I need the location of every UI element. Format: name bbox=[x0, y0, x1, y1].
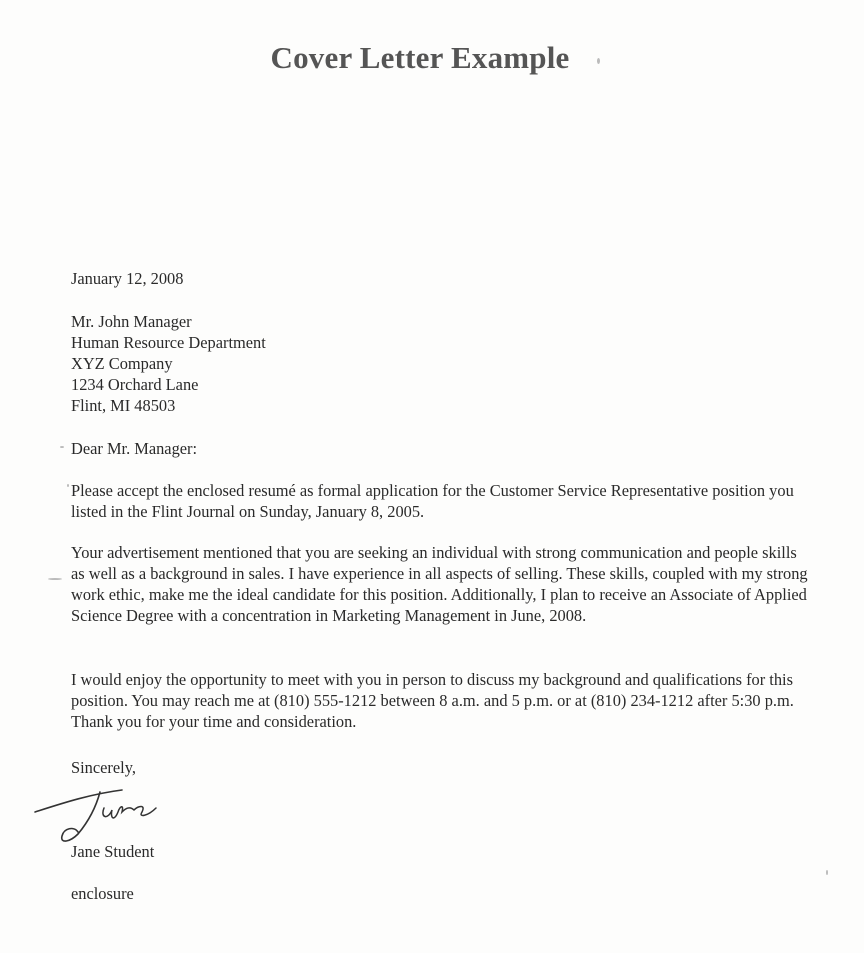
paragraph-intro: Please accept the enclosed resumé as formal application for the Customer Service Representative position you listed in the Flint Journal on Sunday, January 8, 2005. bbox=[71, 481, 794, 521]
paragraph-contact: I would enjoy the opportunity to meet with you in person to discuss my background and qualifications for this position. You may reach me at (810) 555-1212 between 8 a.m. and 5 p.m. or at (810) 234-1212 after 5:30 p.m. Thank you for your time and consideration. bbox=[71, 670, 794, 731]
recipient-department: Human Resource Department bbox=[71, 333, 266, 352]
recipient-city-state-zip: Flint, MI 48503 bbox=[71, 396, 176, 415]
signature-name: Jane Student bbox=[71, 842, 155, 861]
scan-speck bbox=[597, 58, 600, 64]
page-title: Cover Letter Example bbox=[270, 40, 570, 75]
paragraph-qualifications: Your advertisement mentioned that you are seeking an individual with strong communication and people skills as well as a background in sales. I have experience in all aspects of selling. These skills, coupled with my strong work ethic, make me the ideal candidate for this position. Additionally, I plan to receive an Associate of Applied Science Degree with a concentration in Marketing Management in June, 2008. bbox=[71, 543, 808, 625]
scan-speck bbox=[67, 484, 69, 487]
recipient-address bbox=[71, 311, 266, 416]
letter-date: January 12, 2008 bbox=[71, 269, 184, 288]
closing: Sincerely, bbox=[71, 758, 136, 777]
scan-speck bbox=[60, 446, 64, 448]
recipient-name: Mr. John Manager bbox=[71, 312, 192, 331]
enclosure-note: enclosure bbox=[71, 884, 134, 903]
recipient-street: 1234 Orchard Lane bbox=[71, 375, 199, 394]
scan-speck bbox=[826, 870, 828, 875]
scan-speck bbox=[48, 578, 62, 580]
recipient-company: XYZ Company bbox=[71, 354, 173, 373]
salutation: Dear Mr. Manager: bbox=[71, 439, 198, 458]
